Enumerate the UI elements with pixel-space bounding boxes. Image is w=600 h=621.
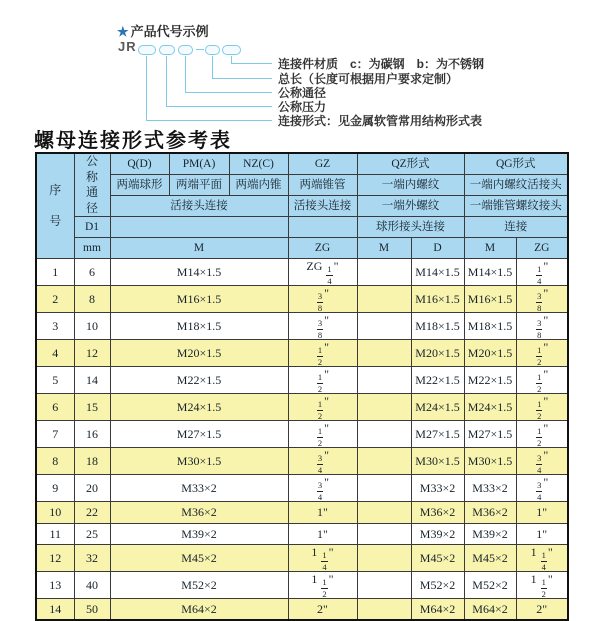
cell-seq: 12 xyxy=(36,545,74,572)
cell-gz: $\frac{1}{2}$ " xyxy=(288,367,357,394)
cell-qg-m: M22×1.5 xyxy=(464,367,516,394)
cell-seq: 13 xyxy=(36,572,74,599)
cell-qg-m: M18×1.5 xyxy=(464,313,516,340)
cell-dn: 22 xyxy=(74,502,110,524)
cell-qg-m: M45×2 xyxy=(464,545,516,572)
header-mm: mm xyxy=(74,238,110,259)
cell-dn: 16 xyxy=(74,421,110,448)
cell-dn: 40 xyxy=(74,572,110,599)
cell-qz-m xyxy=(357,545,411,572)
cell-qz-m xyxy=(357,448,411,475)
cell-qz-d: M22×1.5 xyxy=(411,367,464,394)
cell-seq: 9 xyxy=(36,475,74,502)
table-row xyxy=(36,545,568,572)
table-row xyxy=(36,523,568,545)
header-qz-sub2: 一端外螺纹 xyxy=(357,196,464,217)
connector-line-5 xyxy=(146,56,272,121)
header-dn: 公称通径 xyxy=(74,153,110,217)
cell-qg-m: M16×1.5 xyxy=(464,286,516,313)
header-qz-sub: 一端内螺纹 xyxy=(357,174,464,195)
cell-seq: 7 xyxy=(36,421,74,448)
cell-qg-m: M36×2 xyxy=(464,502,516,524)
header-pm-sub: 两端平面 xyxy=(169,174,229,195)
cell-qz-d: M18×1.5 xyxy=(411,313,464,340)
header-zg: ZG xyxy=(288,238,357,259)
cell-qg-zg: $\frac{3}{8}$ " xyxy=(516,313,568,340)
cell-qz-m xyxy=(357,340,411,367)
cell-dn: 8 xyxy=(74,286,110,313)
cell-qz-d: M27×1.5 xyxy=(411,421,464,448)
cell-qz-m xyxy=(357,259,411,286)
cell-qg-zg: 1" xyxy=(516,523,568,545)
cell-qz-m xyxy=(357,599,411,621)
cell-seq: 14 xyxy=(36,599,74,621)
cell-seq: 11 xyxy=(36,523,74,545)
table-row xyxy=(36,572,568,599)
cell-m: M27×1.5 xyxy=(110,421,288,448)
table-title: 螺母连接形式参考表 xyxy=(34,130,232,152)
header-nz-sub: 两端内锥 xyxy=(229,174,288,195)
header-d1: D1 xyxy=(74,217,110,238)
cell-dn: 25 xyxy=(74,523,110,545)
cell-qg-zg: 1" xyxy=(516,502,568,524)
cell-dn: 20 xyxy=(74,475,110,502)
product-code-heading-text: 产品代号示例 xyxy=(130,24,209,39)
cell-gz: $\frac{1}{2}$ " xyxy=(288,394,357,421)
cell-m: M30×1.5 xyxy=(110,448,288,475)
cell-gz: $\frac{3}{4}$ " xyxy=(288,448,357,475)
cell-qz-d: M14×1.5 xyxy=(411,259,464,286)
cell-qg-m: M20×1.5 xyxy=(464,340,516,367)
diagram-label-diameter: 公称通径 xyxy=(278,86,327,100)
cell-m: M24×1.5 xyxy=(110,394,288,421)
diagram-label-pressure: 公称压力 xyxy=(278,100,327,114)
cell-qz-d: M39×2 xyxy=(411,523,464,545)
cell-qz-d: M36×2 xyxy=(411,502,464,524)
cell-dn: 18 xyxy=(74,448,110,475)
product-code-heading xyxy=(117,21,209,40)
cell-dn: 32 xyxy=(74,545,110,572)
header-seq: 序号 xyxy=(36,153,74,259)
cell-qz-m xyxy=(357,572,411,599)
cell-gz: 2" xyxy=(288,599,357,621)
cell-m: M64×2 xyxy=(110,599,288,621)
table-row xyxy=(36,286,568,313)
cell-seq: 3 xyxy=(36,313,74,340)
cell-qg-zg: $\frac{3}{8}$ " xyxy=(516,286,568,313)
cell-dn: 14 xyxy=(74,367,110,394)
header-qz-d: D xyxy=(411,238,464,259)
code-box-3 xyxy=(178,45,193,55)
cell-gz: 1 $\frac{1}{2}$ " xyxy=(288,572,357,599)
cell-qg-zg: $\frac{1}{2}$ " xyxy=(516,394,568,421)
header-gz: GZ xyxy=(288,153,357,174)
header-qz-conn: 球形接头连接 xyxy=(357,217,464,238)
cell-qz-d: M64×2 xyxy=(411,599,464,621)
header-qg-conn: 连接 xyxy=(464,217,568,238)
header-qg-zg: ZG xyxy=(516,238,568,259)
cell-qg-m: M52×2 xyxy=(464,572,516,599)
cell-qz-d: M24×1.5 xyxy=(411,394,464,421)
table-row xyxy=(36,259,568,286)
cell-gz: 1" xyxy=(288,523,357,545)
cell-qg-zg: $\frac{1}{4}$ " xyxy=(516,259,568,286)
cell-qg-m: M64×2 xyxy=(464,599,516,621)
header-blank-gz xyxy=(288,217,357,238)
cell-qz-m xyxy=(357,313,411,340)
header-blank-left xyxy=(110,217,288,238)
cell-dn: 15 xyxy=(74,394,110,421)
table-row xyxy=(36,599,568,621)
cell-qg-zg: $\frac{1}{2}$ " xyxy=(516,367,568,394)
cell-qg-m: M24×1.5 xyxy=(464,394,516,421)
cell-qg-m: M39×2 xyxy=(464,523,516,545)
header-union-conn: 活接头连接 xyxy=(110,196,288,217)
table-row xyxy=(36,340,568,367)
header-qz-m: M xyxy=(357,238,411,259)
cell-qg-m: M27×1.5 xyxy=(464,421,516,448)
cell-gz: $\frac{1}{2}$ " xyxy=(288,340,357,367)
cell-qg-zg: 1 $\frac{1}{2}$ " xyxy=(516,572,568,599)
cell-qz-m xyxy=(357,367,411,394)
table-row xyxy=(36,367,568,394)
table-row xyxy=(36,421,568,448)
cell-seq: 1 xyxy=(36,259,74,286)
cell-qz-d: M52×2 xyxy=(411,572,464,599)
cell-qg-zg: $\frac{3}{4}$ " xyxy=(516,448,568,475)
cell-m: M39×2 xyxy=(110,523,288,545)
cell-qg-zg: 1 $\frac{1}{4}$ " xyxy=(516,545,568,572)
code-dash xyxy=(196,49,204,50)
code-box-1 xyxy=(138,45,156,55)
cell-gz: $\frac{3}{8}$ " xyxy=(288,286,357,313)
cell-qz-d: M16×1.5 xyxy=(411,286,464,313)
cell-seq: 10 xyxy=(36,502,74,524)
header-qg: QG形式 xyxy=(464,153,568,174)
cell-m: M18×1.5 xyxy=(110,313,288,340)
cell-gz: 1 $\frac{1}{4}$ " xyxy=(288,545,357,572)
cell-qg-m: M33×2 xyxy=(464,475,516,502)
cell-qz-d: M45×2 xyxy=(411,545,464,572)
cell-seq: 4 xyxy=(36,340,74,367)
cell-m: M16×1.5 xyxy=(110,286,288,313)
cell-qg-zg: $\frac{1}{2}$ " xyxy=(516,340,568,367)
cell-seq: 6 xyxy=(36,394,74,421)
cell-gz: $\frac{3}{4}$ " xyxy=(288,475,357,502)
cell-seq: 5 xyxy=(36,367,74,394)
cell-qz-m xyxy=(357,475,411,502)
product-code-prefix: JR xyxy=(118,39,137,54)
header-qg-sub2: 一端锥管螺纹接头 xyxy=(464,196,568,217)
cell-qz-d: M30×1.5 xyxy=(411,448,464,475)
cell-dn: 12 xyxy=(74,340,110,367)
cell-m: M36×2 xyxy=(110,502,288,524)
cell-m: M33×2 xyxy=(110,475,288,502)
code-box-4 xyxy=(205,45,220,55)
cell-qz-d: M20×1.5 xyxy=(411,340,464,367)
cell-m: M45×2 xyxy=(110,545,288,572)
diagram-label-length: 总长（长度可根据用户要求定制） xyxy=(278,72,459,86)
cell-qg-m: M30×1.5 xyxy=(464,448,516,475)
table-row xyxy=(36,448,568,475)
table-row xyxy=(36,313,568,340)
diagram-label-connection: 连接形式：见金属软管常用结构形式表 xyxy=(278,114,483,128)
diagram-label-material: 连接件材质 c：为碳钢 b：为不锈钢 xyxy=(278,57,485,71)
cell-seq: 2 xyxy=(36,286,74,313)
table-body xyxy=(36,259,568,621)
cell-gz: ZG $\frac{1}{4}$ " xyxy=(288,259,357,286)
table-row xyxy=(36,502,568,524)
cell-dn: 10 xyxy=(74,313,110,340)
cell-qz-m xyxy=(357,523,411,545)
header-gz-sub: 两端锥管 xyxy=(288,174,357,195)
cell-m: M22×1.5 xyxy=(110,367,288,394)
header-gz-conn: 活接头连接 xyxy=(288,196,357,217)
cell-gz: 1" xyxy=(288,502,357,524)
cell-qg-zg: $\frac{1}{2}$ " xyxy=(516,421,568,448)
cell-qz-d: M33×2 xyxy=(411,475,464,502)
nut-connection-table xyxy=(35,152,569,621)
table-row xyxy=(36,394,568,421)
cell-dn: 6 xyxy=(74,259,110,286)
code-box-2 xyxy=(159,45,175,55)
header-qz: QZ形式 xyxy=(357,153,464,174)
cell-qz-m xyxy=(357,421,411,448)
header-nz: NZ(C) xyxy=(229,153,288,174)
header-pm: PM(A) xyxy=(169,153,229,174)
cell-gz: $\frac{1}{2}$ " xyxy=(288,421,357,448)
cell-seq: 8 xyxy=(36,448,74,475)
cell-m: M20×1.5 xyxy=(110,340,288,367)
cell-qg-m: M14×1.5 xyxy=(464,259,516,286)
cell-qz-m xyxy=(357,286,411,313)
cell-qz-m xyxy=(357,502,411,524)
cell-m: M52×2 xyxy=(110,572,288,599)
cell-qz-m xyxy=(357,394,411,421)
header-q-sub: 两端球形 xyxy=(110,174,169,195)
cell-gz: $\frac{3}{8}$ " xyxy=(288,313,357,340)
cell-m: M14×1.5 xyxy=(110,259,288,286)
header-qg-m: M xyxy=(464,238,516,259)
header-m: M xyxy=(110,238,288,259)
table-row xyxy=(36,475,568,502)
code-box-5 xyxy=(222,45,241,55)
cell-qg-zg: 2" xyxy=(516,599,568,621)
cell-dn: 50 xyxy=(74,599,110,621)
header-q: Q(D) xyxy=(110,153,169,174)
header-qg-sub: 一端内螺纹活接头 xyxy=(464,174,568,195)
cell-qg-zg: $\frac{3}{4}$ " xyxy=(516,475,568,502)
star-icon: ★ xyxy=(117,24,129,39)
